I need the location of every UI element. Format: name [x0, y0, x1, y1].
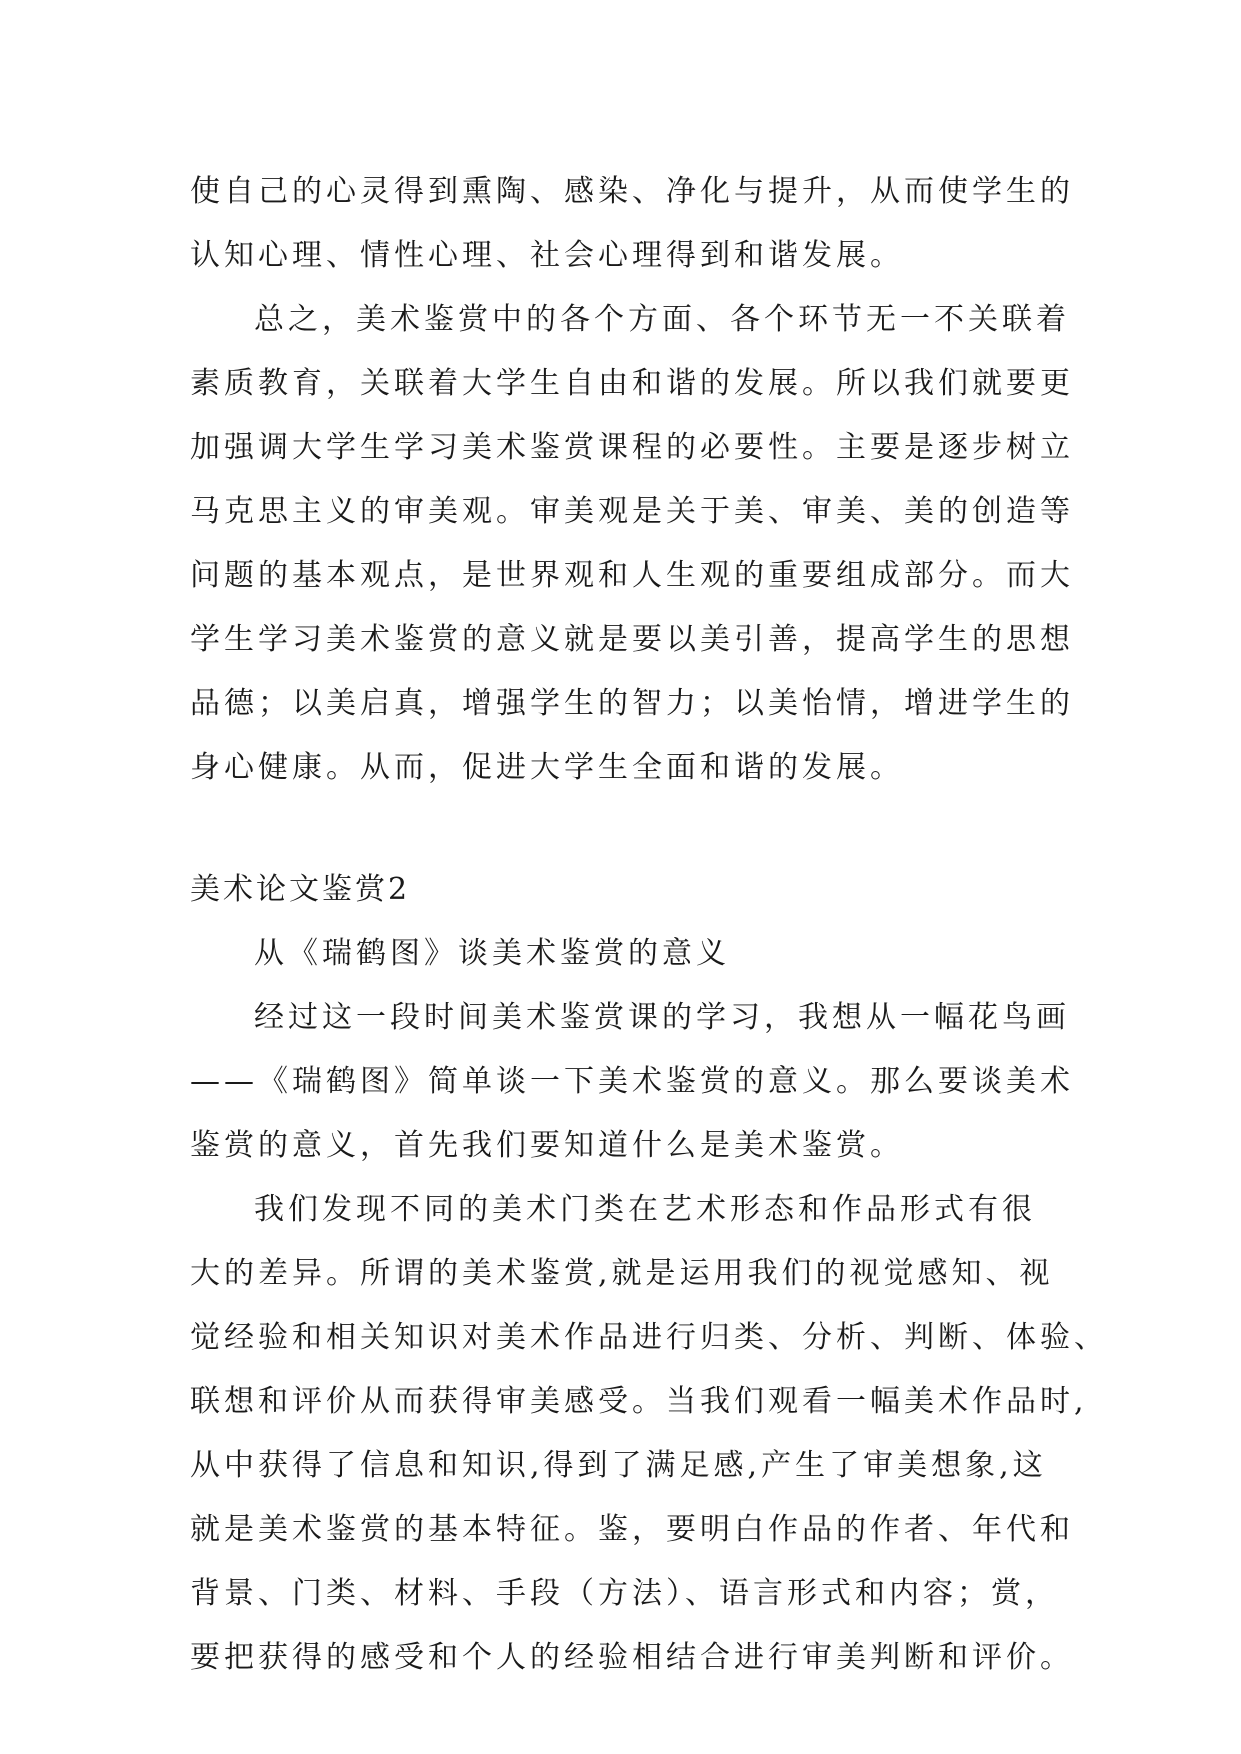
text-line: 身心健康。从而，促进大学生全面和谐的发展。: [190, 750, 904, 785]
text-line: 问题的基本观点，是世界观和人生观的重要组成部分。而大: [190, 558, 1074, 593]
text-line: 使自己的心灵得到熏陶、感染、净化与提升，从而使学生的: [190, 174, 1074, 209]
text-line: 背景、门类、材料、手段（方法）、语言形式和内容；赏，: [190, 1576, 1059, 1611]
paragraph-continuation: [190, 160, 1074, 288]
text-line: 鉴赏的意义，首先我们要知道什么是美术鉴赏。: [190, 1128, 904, 1163]
text-line: 加强调大学生学习美术鉴赏课程的必要性。主要是逐步树立: [190, 430, 1074, 465]
text-line: 品德；以美启真，增强学生的智力；以美怡情，增进学生的: [190, 686, 1074, 721]
text-line: 经过这一段时间美术鉴赏课的学习，我想从一幅花鸟画: [254, 1000, 1070, 1035]
paragraph-definition: [190, 1178, 1108, 1690]
text-line: 认知心理、情性心理、社会心理得到和谐发展。: [190, 238, 904, 273]
text-line: 觉经验和相关知识对美术作品进行归类、分析、判断、体验、: [190, 1320, 1108, 1355]
text-line: 总之，美术鉴赏中的各个方面、各个环节无一不关联着: [254, 302, 1070, 337]
article-subtitle: 从《瑞鹤图》谈美术鉴赏的意义: [254, 936, 730, 971]
text-line: 就是美术鉴赏的基本特征。鉴，要明白作品的作者、年代和: [190, 1512, 1074, 1547]
text-line: 学生学习美术鉴赏的意义就是要以美引善，提高学生的思想: [190, 622, 1074, 657]
text-line: 马克思主义的审美观。审美观是关于美、审美、美的创造等: [190, 494, 1074, 529]
text-line: 要把获得的感受和个人的经验相结合进行审美判断和评价。: [190, 1640, 1074, 1675]
text-line: 从中获得了信息和知识,得到了满足感,产生了审美想象,这: [190, 1448, 1047, 1483]
text-line: 联想和评价从而获得审美感受。当我们观看一幅美术作品时,: [190, 1384, 1088, 1419]
text-line: 我们发现不同的美术门类在艺术形态和作品形式有很: [254, 1192, 1036, 1227]
text-line: 素质教育，关联着大学生自由和谐的发展。所以我们就要更: [190, 366, 1074, 401]
document-body: [190, 160, 1108, 1690]
paragraph-intro: [190, 986, 1074, 1178]
section-heading: 美术论文鉴赏2: [190, 872, 411, 907]
paragraph-conclusion: [190, 288, 1074, 800]
text-line: 大的差异。所谓的美术鉴赏,就是运用我们的视觉感知、视: [190, 1256, 1054, 1291]
text-line: ——《瑞鹤图》简单谈一下美术鉴赏的意义。那么要谈美术: [190, 1064, 1074, 1099]
